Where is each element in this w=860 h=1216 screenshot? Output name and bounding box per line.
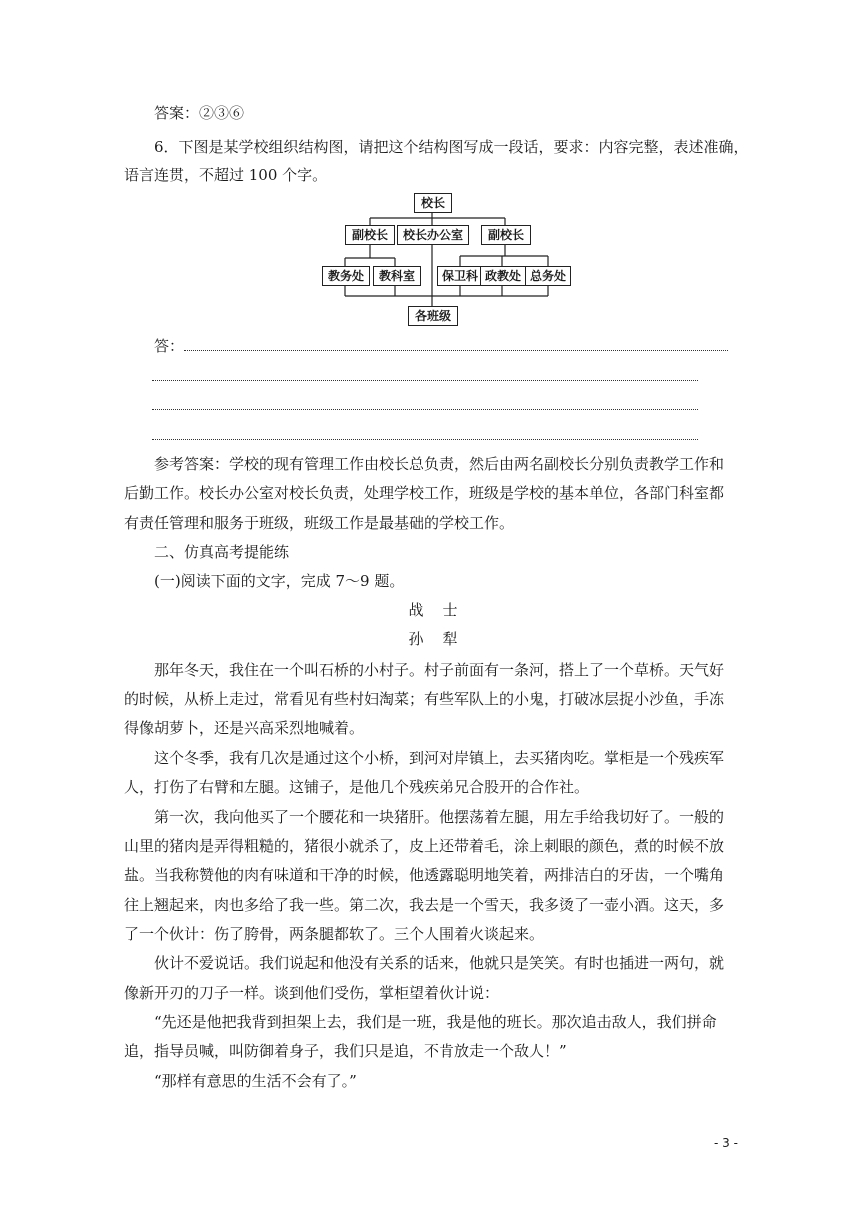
node-political-education: 政教处	[480, 266, 526, 286]
question-6-line-2: 语言连贯，不超过 100 个字。	[124, 166, 328, 184]
story-line: 往上翘起来，肉也多给了我一些。第二次，我去是一个雪天，我多烫了一壶小酒。这天，多	[124, 896, 725, 914]
story-author: 孙 犁	[408, 630, 460, 648]
story-line: 像新开刃的刀子一样。谈到他们受伤，掌柜望着伙计说：	[124, 984, 500, 1002]
node-security: 保卫科	[437, 266, 483, 286]
story-line: 人，打伤了右臂和左腿。这铺子，是他几个残疾弟兄合股开的合作社。	[124, 778, 590, 796]
page-number: - 3 -	[714, 1136, 738, 1150]
node-principal-office: 校长办公室	[397, 225, 469, 245]
reference-answer-line-1: 参考答案：学校的现有管理工作由校长总负责，然后由两名副校长分别负责教学工作和	[154, 455, 725, 473]
org-chart-connectors	[0, 0, 860, 330]
story-line: 的时候，从桥上走过，常看见有些村妇淘菜；有些军队上的小鬼，打破冰层捉小沙鱼，手冻	[124, 690, 725, 708]
node-classes: 各班级	[408, 306, 458, 326]
story-line: “那样有意思的生活不会有了。”	[154, 1072, 357, 1090]
previous-answer: 答案：②③⑥	[154, 104, 245, 122]
subsection-heading: (一)阅读下面的文字，完成 7～9 题。	[154, 572, 405, 590]
node-academic-affairs: 教务处	[322, 266, 370, 286]
node-vice-principal-right: 副校长	[481, 225, 531, 245]
story-title: 战 士	[408, 601, 460, 619]
answer-line-1[interactable]	[184, 350, 728, 351]
answer-line-3[interactable]	[152, 409, 698, 410]
story-line: 了一个伙计：伤了胯骨，两条腿都软了。三个人围着火谈起来。	[124, 925, 545, 943]
story-line: 伙计不爱说话。我们说起和他没有关系的话来，他就只是笑笑。有时也插进一两句，就	[154, 954, 725, 972]
answer-label: 答：	[154, 337, 185, 355]
node-general-affairs: 总务处	[525, 266, 571, 286]
reference-answer-line-2: 后勤工作。校长办公室对校长负责，处理学校工作，班级是学校的基本单位，各部门科室都	[124, 484, 725, 502]
answer-line-2[interactable]	[152, 380, 698, 381]
story-line: 这个冬季，我有几次是通过这个小桥，到河对岸镇上，去买猪肉吃。掌柜是一个残疾军	[154, 749, 725, 767]
answer-line-4[interactable]	[152, 439, 698, 440]
story-line: 追，指导员喊，叫防御着身子，我们只是追，不肯放走一个敌人！”	[124, 1042, 567, 1060]
question-6-line-1: 6．下图是某学校组织结构图，请把这个结构图写成一段话，要求：内容完整，表述准确，	[154, 138, 749, 156]
node-principal: 校长	[414, 193, 452, 213]
reference-answer-line-3: 有责任管理和服务于班级，班级工作是最基础的学校工作。	[124, 514, 515, 532]
story-line: 盐。当我称赞他的肉有味道和干净的时候，他透露聪明地笑着，两排洁白的牙齿，一个嘴角	[124, 866, 725, 884]
story-line: 山里的猪肉是弄得粗糙的，猪很小就杀了，皮上还带着毛，涂上刺眼的颜色，煮的时候不放	[124, 837, 725, 855]
node-teaching-research: 教科室	[373, 266, 421, 286]
node-vice-principal-left: 副校长	[345, 225, 395, 245]
story-line: 那年冬天，我住在一个叫石桥的小村子。村子前面有一条河，搭上了一个草桥。天气好	[154, 661, 725, 679]
story-line: 第一次，我向他买了一个腰花和一块猪肝。他摆荡着左腿，用左手给我切好了。一般的	[154, 808, 725, 826]
section-heading: 二、仿真高考提能练	[154, 543, 290, 561]
story-line: “先还是他把我背到担架上去，我们是一班，我是他的班长。那次追击敌人，我们拼命	[154, 1013, 717, 1031]
story-line: 得像胡萝卜，还是兴高采烈地喊着。	[124, 719, 365, 737]
